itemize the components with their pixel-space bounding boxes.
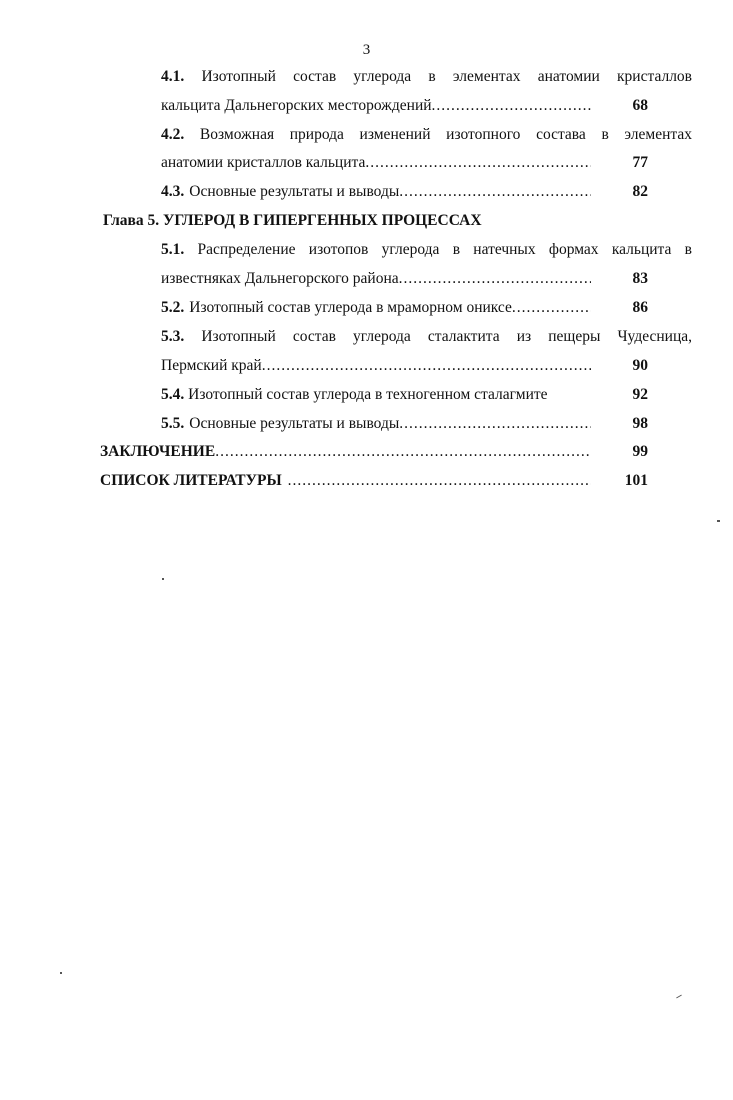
toc-entry-title: Изотопный состав углерода в техногенном сталагмите [188,386,548,403]
page-number: 3 [362,42,371,58]
toc-conclusion[interactable] [100,441,591,463]
toc-entry-title: Основные результаты и выводы [189,183,400,200]
toc-entry-5-4[interactable] [161,384,591,406]
toc-entry-title-continued: Пермский край [161,357,262,374]
scan-speck [717,520,720,522]
toc-page-number: 99 [632,443,648,460]
dot-leader [365,152,591,174]
scan-speck [60,972,62,974]
toc-entry-4-2-line2[interactable] [161,152,591,174]
toc-entry-number: 5.3. [161,328,185,345]
toc-entry-number: 4.1. [161,68,185,85]
dot-leader [262,355,591,377]
toc-entry-4-3[interactable] [161,181,591,203]
toc-page-number: 68 [632,97,648,114]
chapter-5-heading[interactable]: Глава 5. УГЛЕРОД В ГИПЕРГЕННЫХ ПРОЦЕССАХ [103,212,482,229]
scan-speck [162,578,164,580]
toc-page-number: 90 [632,357,648,374]
toc-entry-5-2[interactable] [161,297,591,319]
toc-entry-title: Распределение изотопов углерода в натечных формах кальцита в [197,241,692,258]
toc-entry-title-continued: кальцита Дальнегорских месторождений [161,97,432,114]
toc-page-number: 77 [632,154,648,171]
dot-leader [215,441,591,463]
toc-entry-number: 5.4. [161,386,185,403]
toc-page-number: 92 [632,386,648,403]
toc-entry-title-continued: анатомии кристаллов кальцита [161,154,366,171]
toc-entry-number: 5.2. [161,299,185,316]
toc-page-number: 82 [632,183,648,200]
toc-entry-4-1-line2[interactable] [161,95,591,117]
toc-entry-5-3-line2[interactable] [161,355,591,377]
toc-entry-5-3-line1[interactable] [161,326,692,348]
toc-entry-title: Основные результаты и выводы [189,415,400,432]
toc-entry-title: Изотопный состав углерода сталактита из пещеры Чудесница, [201,328,693,345]
toc-entry-5-5[interactable] [161,413,591,435]
toc-entry-4-2-line1[interactable] [161,124,692,146]
dot-leader [288,470,591,492]
toc-entry-number: 5.5. [161,415,185,432]
dot-leader [399,268,591,290]
toc-entry-number: 5.1. [161,241,185,258]
dot-leader [399,413,591,435]
toc-references[interactable] [100,470,591,492]
toc-entry-5-1-line1[interactable] [161,239,692,261]
toc-section-title: СПИСОК ЛИТЕРАТУРЫ [100,472,282,489]
toc-page-number: 83 [632,270,648,287]
toc-section-title: ЗАКЛЮЧЕНИЕ [100,443,216,460]
toc-entry-title: Изотопный состав углерода в мраморном ониксе [189,299,512,316]
toc-page-number: 98 [632,415,648,432]
dot-leader [432,95,591,117]
dot-leader [512,297,591,319]
toc-entry-number: 4.2. [161,126,185,143]
toc-page-number: 86 [632,299,648,316]
toc-entry-title-continued: известняках Дальнегорского района [161,270,399,287]
dot-leader [399,181,591,203]
toc-entry-5-1-line2[interactable] [161,268,591,290]
scan-speck [676,995,682,999]
toc-page-number: 101 [624,472,648,489]
toc-entry-4-1-line1[interactable] [161,66,692,88]
toc-entry-number: 4.3. [161,183,185,200]
toc-entry-title: Изотопный состав углерода в элементах анатомии кристаллов [201,68,692,85]
toc-entry-title: Возможная природа изменений изотопного состава в элементах [199,126,692,143]
